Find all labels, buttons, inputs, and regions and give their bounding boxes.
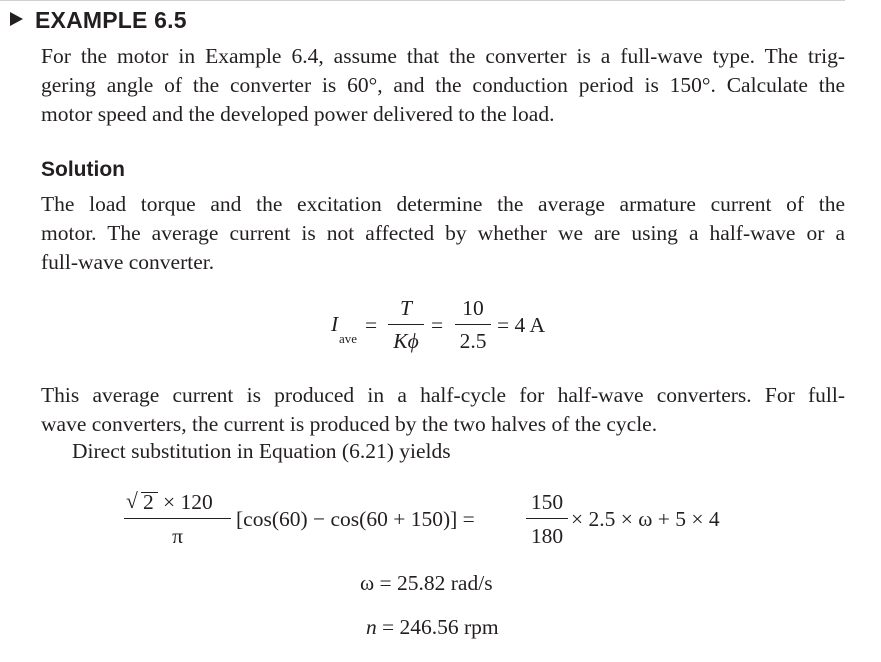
solution-middle	[41, 381, 845, 439]
omega-result: ω = 25.82 rad/s	[360, 571, 493, 595]
speed-symbol: n	[366, 615, 377, 639]
eq2-bracket-expression: [cos(60) − cos(60 + 150)] =	[236, 507, 475, 531]
problem-line: gering angle of the converter is 60°, and the conduction period is 150°. Calculate the	[41, 73, 845, 97]
eq1-frac1-bar	[388, 324, 424, 325]
substitution-line: Direct substitution in Equation (6.21) yields	[72, 439, 451, 463]
triangle-marker-icon	[10, 12, 23, 26]
eq1-frac1-numerator: T	[400, 296, 412, 320]
eq1-frac2-denominator: 2.5	[459, 329, 487, 353]
eq1-equals: =	[365, 313, 378, 337]
sqrt-symbol-icon: √	[126, 489, 138, 513]
solution-heading: Solution	[41, 158, 125, 181]
top-rule	[0, 0, 845, 1]
eq2-numerator-rest: × 120	[163, 490, 213, 514]
solution-line: full-wave converter.	[41, 250, 215, 274]
eq1-frac2-bar	[455, 324, 491, 325]
eq1-equals-2: =	[431, 313, 444, 337]
eq1-frac2-numerator: 10	[462, 296, 484, 320]
eq2-frac1-bar	[124, 518, 231, 519]
eq2-denominator-pi: π	[172, 524, 183, 548]
solution-intro	[41, 190, 845, 277]
eq2-frac2-numerator: 150	[530, 490, 564, 514]
problem-line: For the motor in Example 6.4, assume that the converter is a full-wave type. The trig-	[41, 44, 845, 68]
example-title: EXAMPLE 6.5	[35, 7, 187, 33]
example-heading	[10, 7, 187, 34]
solution-line: wave converters, the current is produced by the two halves of the cycle.	[41, 412, 658, 436]
problem-statement	[41, 42, 845, 129]
eq1-frac1-denominator: Kϕ	[393, 329, 419, 353]
eq1-lhs-subscript: ave	[339, 331, 358, 346]
eq2-frac2-bar	[526, 518, 568, 519]
eq1-lhs-symbol: I	[331, 312, 339, 336]
problem-line: motor speed and the developed power delivered to the load.	[41, 102, 555, 126]
solution-line: This average current is produced in a half-cycle for half-wave converters. For full-	[41, 383, 845, 407]
eq1-result: = 4 A	[497, 313, 545, 337]
speed-result: = 246.56 rpm	[382, 615, 499, 639]
sqrt-argument: 2	[143, 490, 154, 514]
solution-line: The load torque and the excitation determine the average armature current of the	[41, 192, 845, 216]
solution-line: motor. The average current is not affected by whether we are using a half-wave or a	[41, 221, 845, 245]
eq2-rhs: × 2.5 × ω + 5 × 4	[571, 507, 720, 531]
eq2-frac2-denominator: 180	[530, 524, 564, 548]
